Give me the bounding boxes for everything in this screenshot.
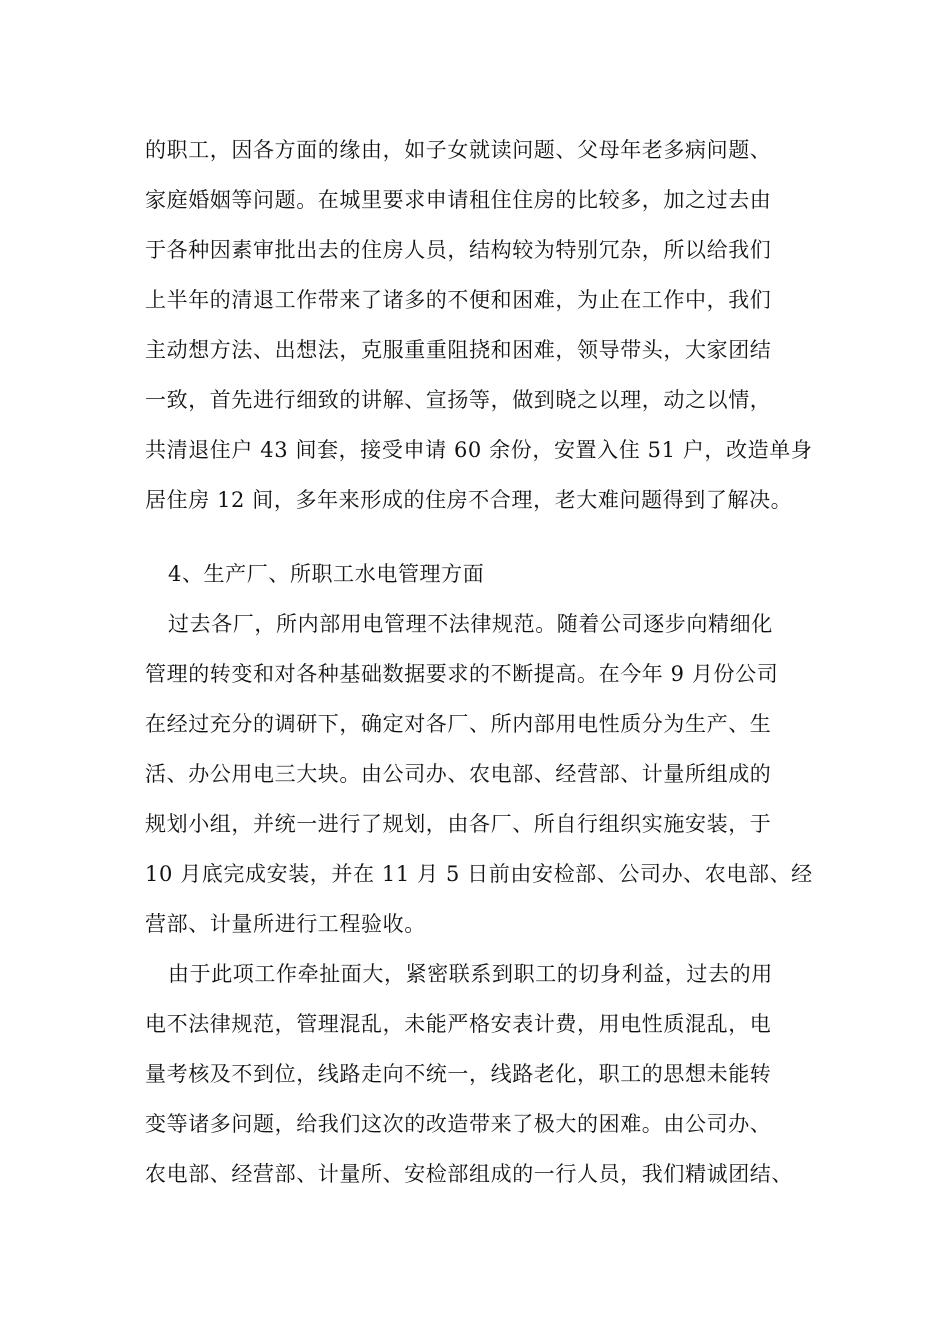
text-line: 上半年的清退工作带来了诸多的不便和困难，为止在工作中，我们 [145,288,772,312]
text-line: 营部、计量所进行工程验收。 [145,912,426,936]
text-line: 管理的转变和对各种基础数据要求的不断提高。在今年 9 月份公司 [145,662,779,686]
text-line: 居住房 12 间，多年来形成的住房不合理，老大难问题得到了解决。 [145,488,793,512]
section-heading: 4、生产厂、所职工水电管理方面 [168,562,485,586]
paragraph-first-line: 过去各厂，所内部用电管理不法律规范。随着公司逐步向精细化 [168,612,773,636]
text-line: 电不法律规范，管理混乱，未能严格安表计费，用电性质混乱，电 [145,1012,772,1036]
paragraph-first-line: 由于此项工作牵扯面大，紧密联系到职工的切身利益，过去的用 [168,962,773,986]
text-line: 在经过充分的调研下，确定对各厂、所内部用电性质分为生产、生 [145,712,772,736]
text-line: 共清退住户 43 间套，接受申请 60 余份，安置入住 51 户，改造单身 [145,438,813,462]
text-line: 于各种因素审批出去的住房人员，结构较为特别冗杂，所以给我们 [145,238,772,262]
text-line: 主动想方法、出想法，克服重重阻挠和困难，领导带头，大家团结 [145,338,772,362]
text-line: 量考核及不到位，线路走向不统一，线路老化，职工的思想未能转 [145,1062,772,1086]
text-line: 农电部、经营部、计量所、安检部组成的一行人员，我们精诚团结、 [145,1162,793,1186]
text-line: 变等诸多问题，给我们这次的改造带来了极大的困难。由公司办、 [145,1112,772,1136]
text-line: 家庭婚姻等问题。在城里要求申请租住住房的比较多，加之过去由 [145,188,772,212]
text-line: 活、办公用电三大块。由公司办、农电部、经营部、计量所组成的 [145,762,772,786]
text-line: 一致，首先进行细致的讲解、宣扬等，做到晓之以理，动之以情， [145,388,772,412]
text-line: 10 月底完成安装，并在 11 月 5 日前由安检部、公司办、农电部、经 [145,862,813,886]
text-line: 规划小组，并统一进行了规划，由各厂、所自行组织实施安装，于 [145,812,772,836]
text-line: 的职工，因各方面的缘由，如子女就读问题、父母年老多病问题、 [145,138,772,162]
